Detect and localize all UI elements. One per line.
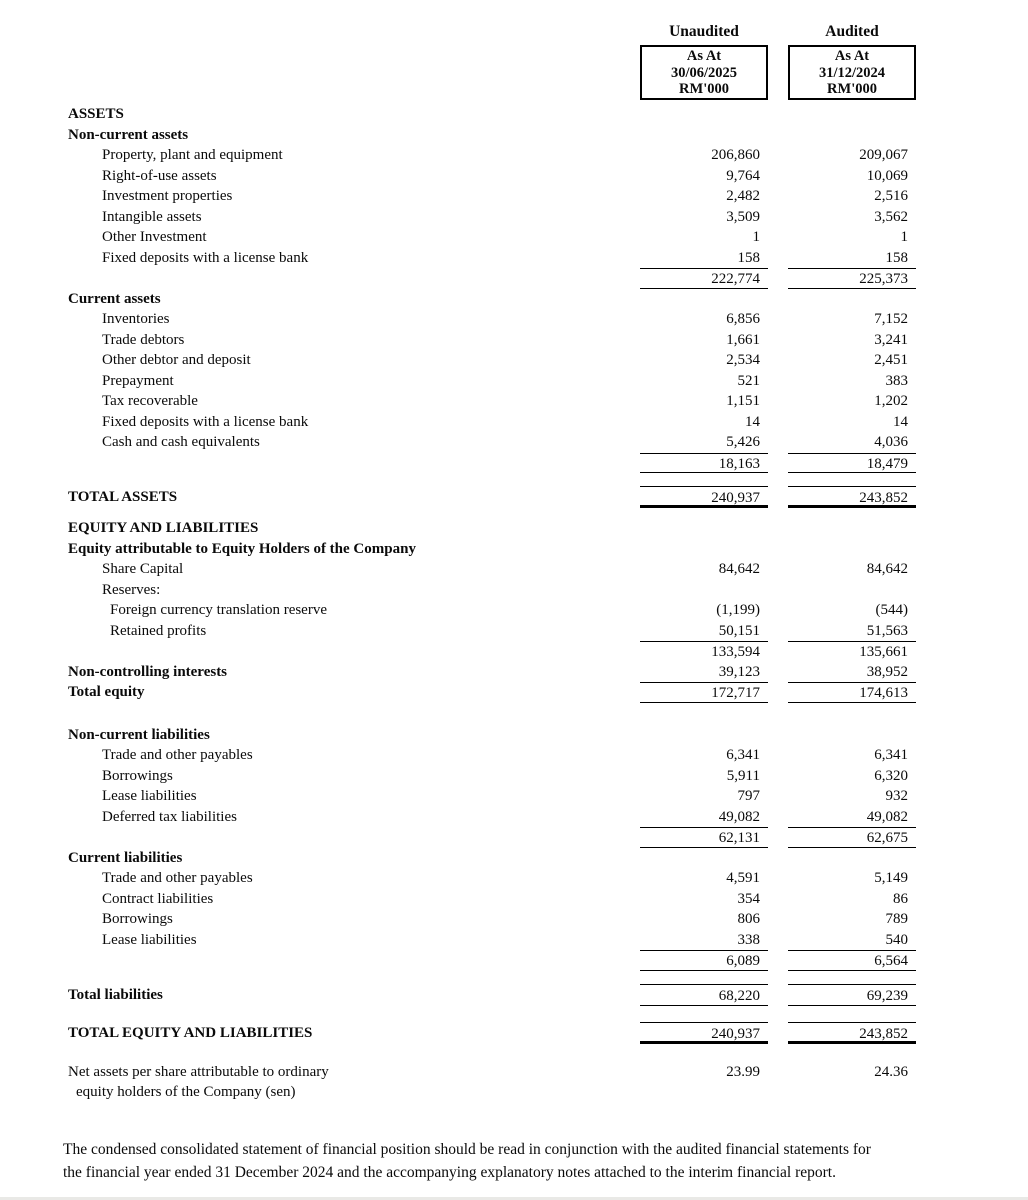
col1-as-at: As At [686,48,722,64]
value-col2: 7,152 [874,311,908,327]
row-label: Right-of-use assets [102,167,217,184]
row-fixed-deposits-ca [0,412,1028,433]
row-label: Property, plant and equipment [102,147,283,163]
row-label: EQUITY AND LIABILITIES [68,520,259,536]
row-label: Total equity [68,684,145,700]
value-col1: 5,426 [726,434,760,450]
row-label: Equity attributable to Equity Holders of the Company [68,540,416,557]
value-col2: 540 [885,931,908,948]
value-col2: 10,069 [866,167,908,184]
row-label: TOTAL ASSETS [68,489,178,505]
col2-date: 31/12/2024 [818,64,886,81]
row-share-capital [0,559,1028,580]
row-borrowings-ncl [0,766,1028,787]
row-label: Retained profits [110,622,207,639]
section-current-liabilities [0,848,1028,869]
value-col1: 62,131 [640,827,768,848]
row-label: Trade and other payables [102,747,253,763]
value-col1 [640,580,768,601]
total-equity-and-liabilities [0,1022,1028,1044]
row-label: Investment properties [102,188,233,204]
value-col1: 9,764 [726,167,760,184]
row-contract-liabilities [0,889,1028,910]
row-lease-liabilities-ncl [0,786,1028,807]
row-other-investment [0,227,1028,248]
value-col1 [640,725,768,746]
value-col2 [788,580,916,601]
row-label: Intangible assets [102,208,202,225]
row-label: Cash and cash equivalents [102,434,260,450]
value-col1: 354 [737,890,760,907]
value-col2 [788,125,916,146]
row-net-assets-per-share [0,1062,1028,1103]
value-col1: 39,123 [718,663,760,680]
row-label: Non-controlling interests [68,663,228,680]
value-col1 [640,539,768,560]
subtotal-equity-holders [0,641,1028,662]
row-other-debtor-deposit [0,350,1028,371]
section-non-current-assets [0,125,1028,146]
value-col2: 2,516 [874,188,908,204]
row-label: Current assets [68,290,161,307]
row-label: Borrowings [102,911,173,927]
value-col1: 6,341 [726,747,760,763]
value-col1: 2,482 [726,188,760,204]
value-col1: 240,937 [640,1022,768,1044]
value-col1: 68,220 [640,984,768,1006]
value-col1: 172,717 [640,682,768,703]
value-col1: 338 [737,931,760,948]
value-col2: 789 [885,911,908,927]
row-label: Prepayment [102,372,174,389]
value-col1: 240,937 [640,486,768,508]
value-col2 [788,518,916,539]
total-liabilities [0,984,1028,1006]
total-equity [0,682,1028,703]
footnote-line-1: The condensed consolidated statement of financial position should be read in conjunction with the audited financial statements for [63,1141,871,1158]
value-col2: 62,675 [788,827,916,848]
value-col2: 6,564 [788,950,916,971]
row-label: Net assets per share attributable to ordinary equity holders of the Company (sen) [68,1062,329,1103]
value-col2: 5,149 [874,870,908,886]
value-col1: 222,774 [640,268,768,289]
value-col1 [640,848,768,869]
value-col2: 38,952 [866,663,908,680]
row-non-controlling-interests [0,662,1028,683]
row-label: Other debtor and deposit [102,352,251,368]
value-col2: 51,563 [866,622,908,639]
row-trade-other-payables-ncl [0,745,1028,766]
value-col2: 3,562 [874,208,908,225]
col1-header-box [640,45,768,100]
section-non-current-liabilities [0,725,1028,746]
value-col1: 133,594 [640,641,768,662]
value-col2 [788,725,916,746]
section-assets [0,104,1028,125]
value-col1: (1,199) [716,602,760,618]
row-investment-properties [0,186,1028,207]
total-assets [0,486,1028,508]
value-col2: 4,036 [874,434,908,450]
row-label: TOTAL EQUITY AND LIABILITIES [68,1024,313,1041]
row-fixed-deposits-ncl [0,248,1028,269]
value-col1: 806 [737,911,760,927]
row-label: Trade debtors [102,331,185,348]
value-col2: 383 [885,372,908,389]
row-label: Lease liabilities [102,788,197,804]
value-col2: 1 [900,229,908,245]
row-label: Fixed deposits with a license bank [102,249,309,266]
value-col1: 521 [737,372,760,389]
value-col1: 5,911 [726,767,760,784]
value-col1: 1,661 [726,331,760,348]
value-col2 [788,848,916,869]
value-col2: 158 [885,249,908,266]
subtotal-current-assets [0,453,1028,474]
value-col2: 209,067 [859,147,908,163]
section-equity-attributable [0,539,1028,560]
col1-status-label: Unaudited [669,23,739,40]
value-col1: 4,591 [726,870,760,886]
row-label: Contract liabilities [102,890,214,907]
row-property-plant-equipment [0,145,1028,166]
value-col2 [788,104,916,125]
value-col1 [640,125,768,146]
subtotal-non-current-assets [0,268,1028,289]
col2-header-box [788,45,916,100]
value-col2: 24.36 [874,1063,908,1080]
row-label: ASSETS [68,106,124,122]
row-retained-profits [0,621,1028,642]
row-fctr [0,600,1028,621]
value-col1: 2,534 [726,352,760,368]
value-col2: 69,239 [788,984,916,1006]
value-col1 [640,104,768,125]
value-col1: 18,163 [640,453,768,474]
value-col2: 49,082 [866,808,908,825]
row-trade-debtors [0,330,1028,351]
value-col2 [788,539,916,560]
section-current-assets [0,289,1028,310]
value-col1: 14 [745,413,760,430]
value-col1: 23.99 [726,1063,760,1080]
value-col2: 1,202 [874,393,908,409]
row-label: Total liabilities [68,986,163,1003]
col1-date: 30/06/2025 [670,64,738,81]
value-col1: 206,860 [711,147,760,163]
value-col1 [640,289,768,310]
row-label: Lease liabilities [102,931,197,948]
value-col2: 18,479 [788,453,916,474]
row-label: Non-current assets [68,126,189,143]
row-label: Current liabilities [68,849,183,866]
statement-rows [0,104,1028,1103]
row-intangible-assets [0,207,1028,228]
subtotal-non-current-liabilities [0,827,1028,848]
row-inventories [0,309,1028,330]
value-col1: 797 [737,788,760,804]
value-col1: 50,151 [718,622,760,639]
row-deferred-tax-liabilities [0,807,1028,828]
value-col2: 243,852 [788,1022,916,1044]
value-col1: 1 [752,229,760,245]
footnote [63,1138,1023,1184]
value-col2: 6,320 [874,767,908,784]
row-prepayment [0,371,1028,392]
row-tax-recoverable [0,391,1028,412]
value-col2: 84,642 [866,561,908,577]
value-col2: (544) [875,602,908,618]
value-col2: 932 [885,788,908,804]
row-label: Other Investment [102,229,207,245]
row-right-of-use-assets [0,166,1028,187]
value-col2: 3,241 [874,331,908,348]
row-label: Reserves: [102,581,161,598]
row-label: Trade and other payables [102,870,253,886]
row-label: Share Capital [102,561,184,577]
value-col2: 225,373 [788,268,916,289]
value-col2: 6,341 [874,747,908,763]
value-col1: 6,089 [640,950,768,971]
col2-unit: RM'000 [827,81,877,97]
col2-status-label: Audited [825,23,879,40]
row-label: Deferred tax liabilities [102,808,237,825]
column-headers [0,0,1028,104]
value-col1: 158 [737,249,760,266]
value-col2: 174,613 [788,682,916,703]
subtotal-current-liabilities [0,950,1028,971]
value-col2: 14 [893,413,908,430]
value-col1: 3,509 [726,208,760,225]
row-trade-other-payables-cl [0,868,1028,889]
value-col1 [640,518,768,539]
value-col1: 84,642 [718,561,760,577]
value-col2 [788,289,916,310]
row-cash-equivalents [0,432,1028,453]
row-borrowings-cl [0,909,1028,930]
value-col2: 135,661 [788,641,916,662]
value-col2: 86 [893,890,908,907]
row-label: Inventories [102,311,170,327]
value-col2: 2,451 [874,352,908,368]
row-label: Foreign currency translation reserve [110,602,327,618]
row-label: Non-current liabilities [68,726,210,743]
row-label: Tax recoverable [102,393,198,409]
row-reserves-heading [0,580,1028,601]
col2-as-at: As At [834,48,870,64]
col1-unit: RM'000 [679,81,729,97]
footnote-line-2: the financial year ended 31 December 2024 and the accompanying explanatory notes attached to the interim financial report. [63,1164,836,1181]
row-label-line2: equity holders of the Company (sen) [76,1084,296,1100]
row-lease-liabilities-cl [0,930,1028,951]
value-col1: 49,082 [718,808,760,825]
row-label: Fixed deposits with a license bank [102,413,309,430]
value-col1: 1,151 [726,393,760,409]
row-label: Borrowings [102,767,173,784]
section-equity-liabilities [0,518,1028,539]
value-col2: 243,852 [788,486,916,508]
value-col1: 6,856 [726,311,760,327]
